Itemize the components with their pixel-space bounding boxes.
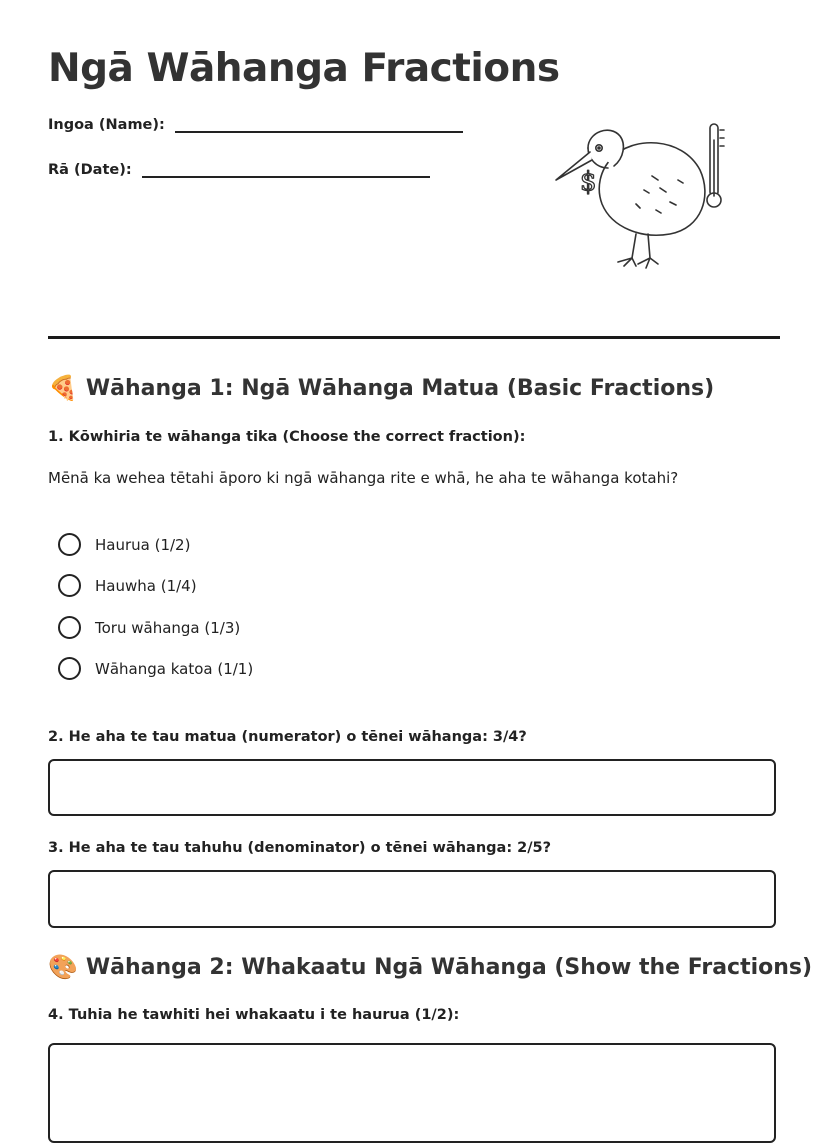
date-input-line[interactable] (142, 162, 430, 178)
page-title: Ngā Wāhanga Fractions (48, 46, 560, 91)
question-3: 3. He aha te tau tahuhu (denominator) o tēnei wāhanga: 2/5? (48, 840, 552, 856)
date-field-row (48, 162, 430, 178)
section2-heading (48, 953, 812, 981)
radio-button[interactable] (58, 657, 81, 680)
date-label: Rā (Date): (48, 162, 132, 178)
question-2: 2. He aha te tau matua (numerator) o tēnei wāhanga: 3/4? (48, 729, 527, 745)
option-label: Haurua (1/2) (95, 535, 191, 554)
question-1-prompt: Mēnā ka wehea tētahi āporo ki ngā wāhanga rite e whā, he aha te wāhanga kotahi? (48, 469, 679, 487)
option-haurua[interactable] (58, 533, 190, 556)
option-wahanga-katoa[interactable] (58, 657, 253, 680)
question-4-answer-box[interactable] (48, 1043, 776, 1143)
question-1: 1. Kōwhiria te wāhanga tika (Choose the correct fraction): (48, 429, 526, 445)
radio-button[interactable] (58, 533, 81, 556)
section2-heading-text: Wāhanga 2: Whakaatu Ngā Wāhanga (Show the Fractions) (85, 954, 813, 980)
section1-heading (48, 374, 714, 402)
option-label: Wāhanga katoa (1/1) (95, 659, 254, 678)
name-label: Ingoa (Name): (48, 117, 165, 133)
pizza-icon: 🍕 (48, 374, 78, 402)
section-divider (48, 336, 780, 339)
radio-button[interactable] (58, 616, 81, 639)
name-field-row (48, 117, 463, 133)
question-2-answer-box[interactable] (48, 759, 776, 816)
palette-icon: 🎨 (48, 953, 78, 981)
name-input-line[interactable] (175, 117, 463, 133)
option-hauwha[interactable] (58, 574, 197, 597)
question-4: 4. Tuhia he tawhiti hei whakaatu i te haurua (1/2): (48, 1007, 460, 1023)
section1-heading-text: Wāhanga 1: Ngā Wāhanga Matua (Basic Fractions) (85, 375, 715, 401)
radio-button[interactable] (58, 574, 81, 597)
option-label: Toru wāhanga (1/3) (95, 618, 241, 637)
svg-text:$: $ (580, 167, 597, 197)
question-3-answer-box[interactable] (48, 870, 776, 928)
kiwi-thermometer-icon (552, 118, 732, 270)
option-label: Hauwha (1/4) (95, 576, 197, 595)
option-toru-wahanga[interactable] (58, 616, 240, 639)
